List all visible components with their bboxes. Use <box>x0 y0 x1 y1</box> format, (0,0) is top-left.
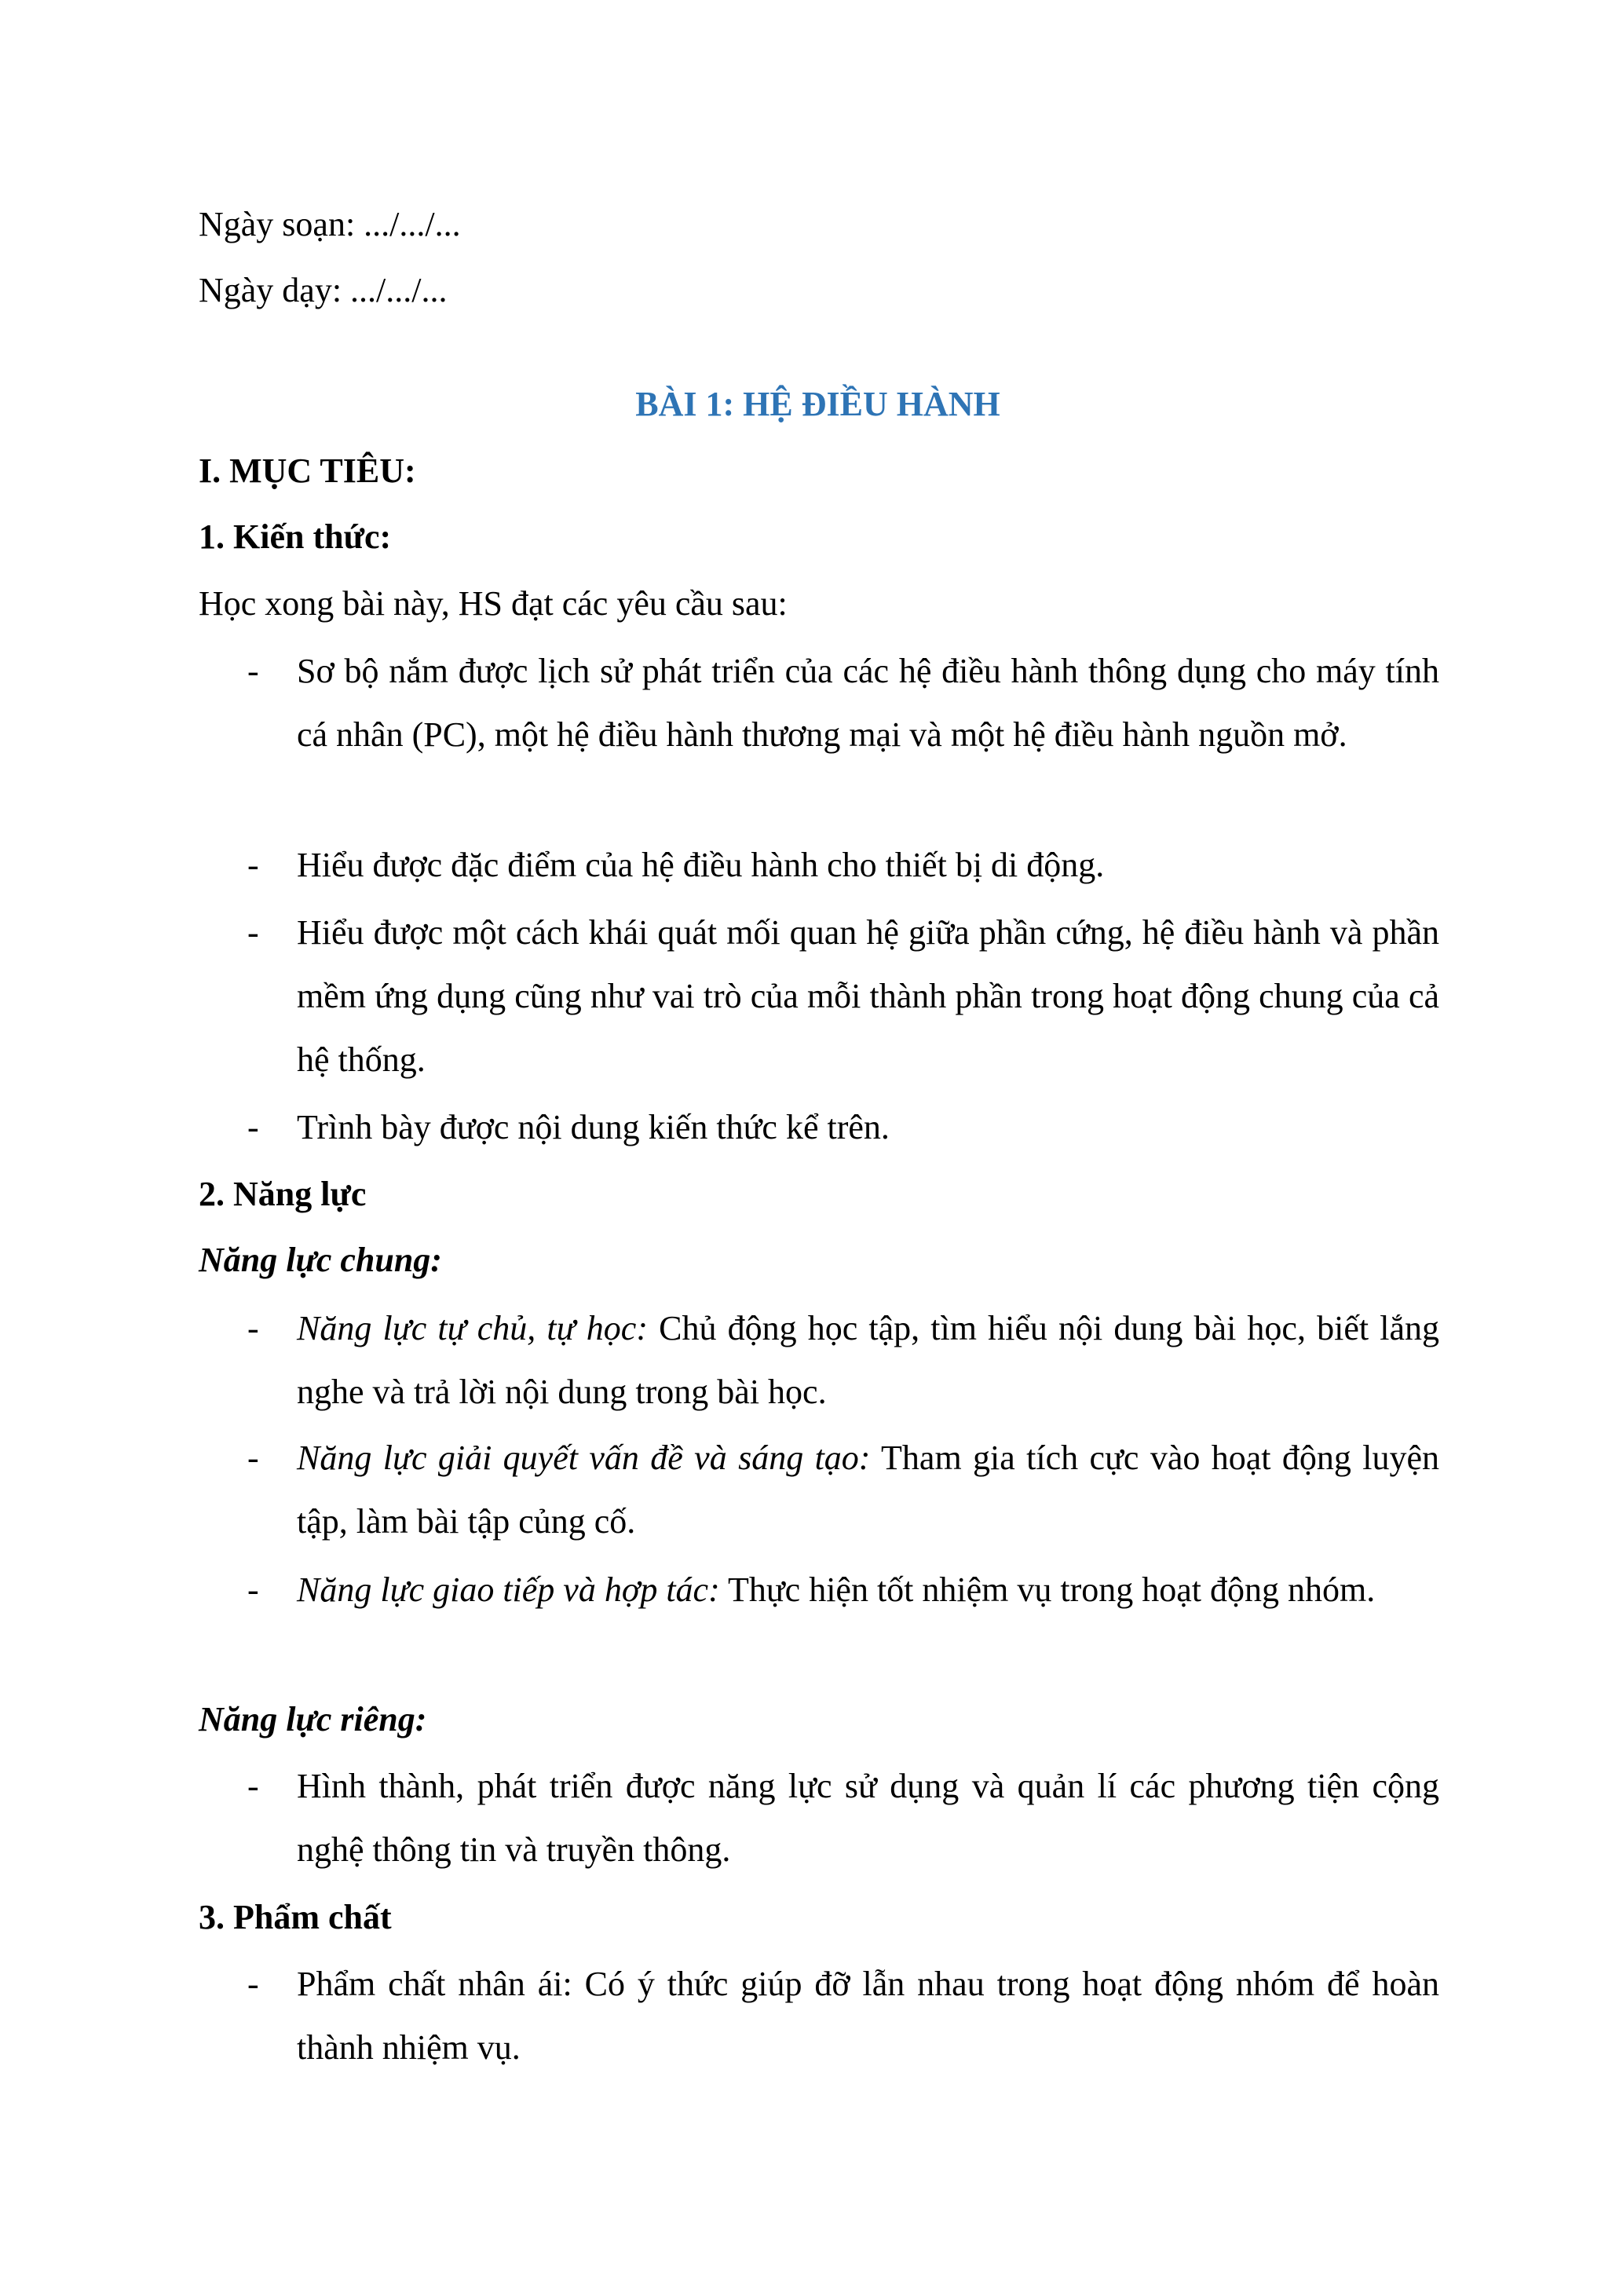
lesson-title-text: BÀI 1: HỆ ĐIỀU HÀNH <box>635 385 1000 423</box>
competence-text: Tham gia tích cực vào hoạt động luyện tập, làm bài tập củng cố. <box>297 1439 1439 1541</box>
list-item-text: Sơ bộ nắm được lịch sử phát triển của các hệ điều hành thông dụng cho máy tính cá nhân (PC), một hệ điều hành thương mại và một hệ điều hành nguồn mở. <box>297 652 1439 754</box>
list-item-text <box>297 1558 1439 1621</box>
competence-text: Chủ động học tập, tìm hiểu nội dung bài học, biết lắng nghe và trả lời nội dung trong bài học. <box>297 1309 1439 1411</box>
list-item-text: Hiểu được một cách khái quát mối quan hệ giữa phần cứng, hệ điều hành và phần mềm ứng dụng cũng như vai trò của mỗi thành phần trong hoạt động chung của cả hệ thống. <box>297 913 1439 1079</box>
date-taught: Ngày dạy: .../.../... <box>199 271 448 309</box>
list-item-text <box>297 1296 1439 1424</box>
date-prepared: Ngày soạn: .../.../... <box>199 205 461 243</box>
general-competence-heading: Năng lực chung: <box>199 1241 442 1279</box>
list-item-text <box>297 1426 1439 1553</box>
section-heading-objectives: I. MỤC TIÊU: <box>199 452 416 490</box>
bullet-dash: - <box>247 1439 259 1477</box>
bullet-dash: - <box>247 1570 259 1609</box>
knowledge-intro: Học xong bài này, HS đạt các yêu cầu sau: <box>199 584 788 623</box>
lesson-title <box>0 372 1623 436</box>
competence-label: Năng lực giao tiếp và hợp tác: <box>297 1570 720 1609</box>
bullet-dash: - <box>247 1965 259 2003</box>
competence-text: Thực hiện tốt nhiệm vụ trong hoạt động nhóm. <box>719 1570 1376 1609</box>
subheading-competence: 2. Năng lực <box>199 1175 367 1213</box>
specific-competence-heading: Năng lực riêng: <box>199 1700 427 1738</box>
list-item-text: Phẩm chất nhân ái: Có ý thức giúp đỡ lẫn nhau trong hoạt động nhóm để hoàn thành nhiệm vụ. <box>297 1965 1439 2067</box>
list-item-text: Hiểu được đặc điểm của hệ điều hành cho thiết bị di động. <box>297 846 1105 884</box>
competence-label: Năng lực giải quyết vấn đề và sáng tạo: <box>297 1439 871 1477</box>
subheading-qualities: 3. Phẩm chất <box>199 1898 392 1936</box>
bullet-dash: - <box>247 913 259 952</box>
bullet-dash: - <box>247 652 259 690</box>
list-item-text: Trình bày được nội dung kiến thức kể trên. <box>297 1108 890 1146</box>
bullet-dash: - <box>247 1108 259 1146</box>
bullet-dash: - <box>247 1767 259 1805</box>
bullet-dash: - <box>247 1309 259 1347</box>
competence-label: Năng lực tự chủ, tự học: <box>297 1309 648 1347</box>
subheading-knowledge: 1. Kiến thức: <box>199 517 392 556</box>
bullet-dash: - <box>247 846 259 884</box>
list-item-text: Hình thành, phát triển được năng lực sử dụng và quản lí các phương tiện cộng nghệ thông tin và truyền thông. <box>297 1767 1439 1869</box>
